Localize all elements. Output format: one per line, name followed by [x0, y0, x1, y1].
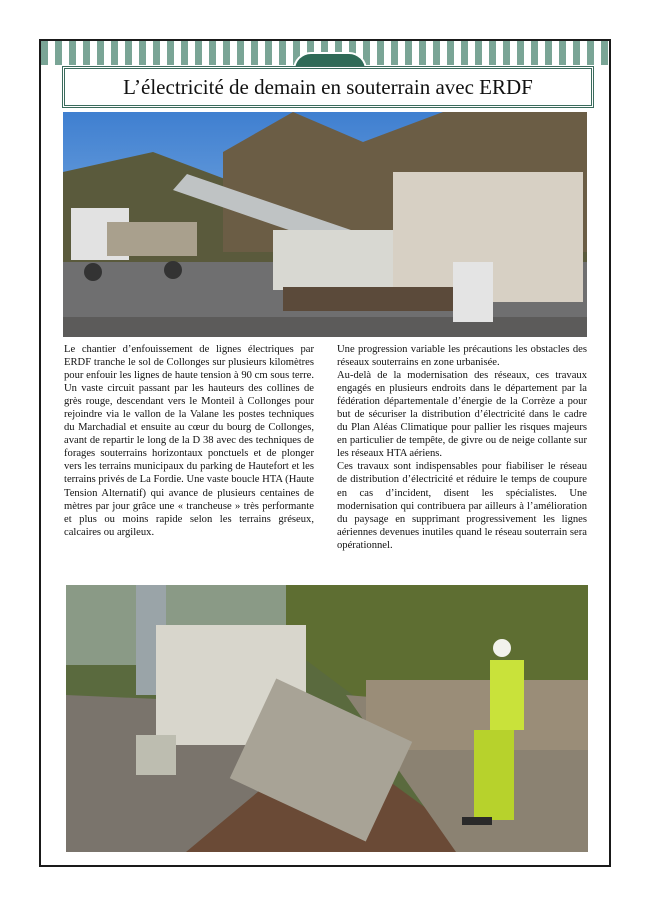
- bottom-photo: [66, 585, 588, 852]
- article-paragraph: Une progression variable les précautions les obstacles des réseaux souterrains en zone urbanisée.: [337, 344, 587, 369]
- top-photo: [63, 112, 587, 337]
- article-column-left: [64, 343, 314, 539]
- article-paragraph: Ces travaux sont indispensables pour fiabiliser le réseau de distribution d’électricité et réduire le temps de coupure en cas d’incident, disent les spécialistes. Une modernisation qui contribuera par ailleurs à l’amélioration du paysage en supprimant progressivement les lignes aériennes devenues inutiles quand le réseau souterrain sera opérationnel.: [337, 461, 587, 551]
- title-box: [62, 66, 594, 108]
- article-paragraph: Au-delà de la modernisation des réseaux, ces travaux engagés en plusieurs endroits dans le département par la fédération départementale d’énergie de la Corrèze a pour but de sécuriser la distribution d’électricité dans le cadre du Plan Aléas Climatique pour pallier les risques majeurs en particulier de tempête, de givre ou de neige collante sur les réseaux HTA aériens.: [337, 370, 587, 460]
- article-paragraph: Le chantier d’enfouissement de lignes électriques par ERDF tranche le sol de Collonges sur plusieurs kilomètres pour enfouir les lignes de haute tension à 90 cm sous terre. Un vaste circuit passant par les hauteurs des collines de grès rouge, descendant vers le Monteil à Collonges pour rejoindre via le vallon de la Valane les postes techniques du Marchadial et ensuite au cœur du bourg de Collonges, avant de repartir le long de la D 38 avec des techniques de forages souterrains horizontaux ponctuels et de plonger vers les terrains municipaux du parking de Hautefort et les terrains privés de La Fordie. Une vaste boucle HTA (Haute Tension Alternatif) qui avance de plusieurs centaines de mètres par jour grâce une « trancheuse » très performante et plus ou moins rapide selon les terrains gréseux, calcaires ou argileux.: [64, 344, 314, 538]
- article-column-right: [337, 343, 587, 552]
- article-title: L’électricité de demain en souterrain avec ERDF: [123, 74, 533, 99]
